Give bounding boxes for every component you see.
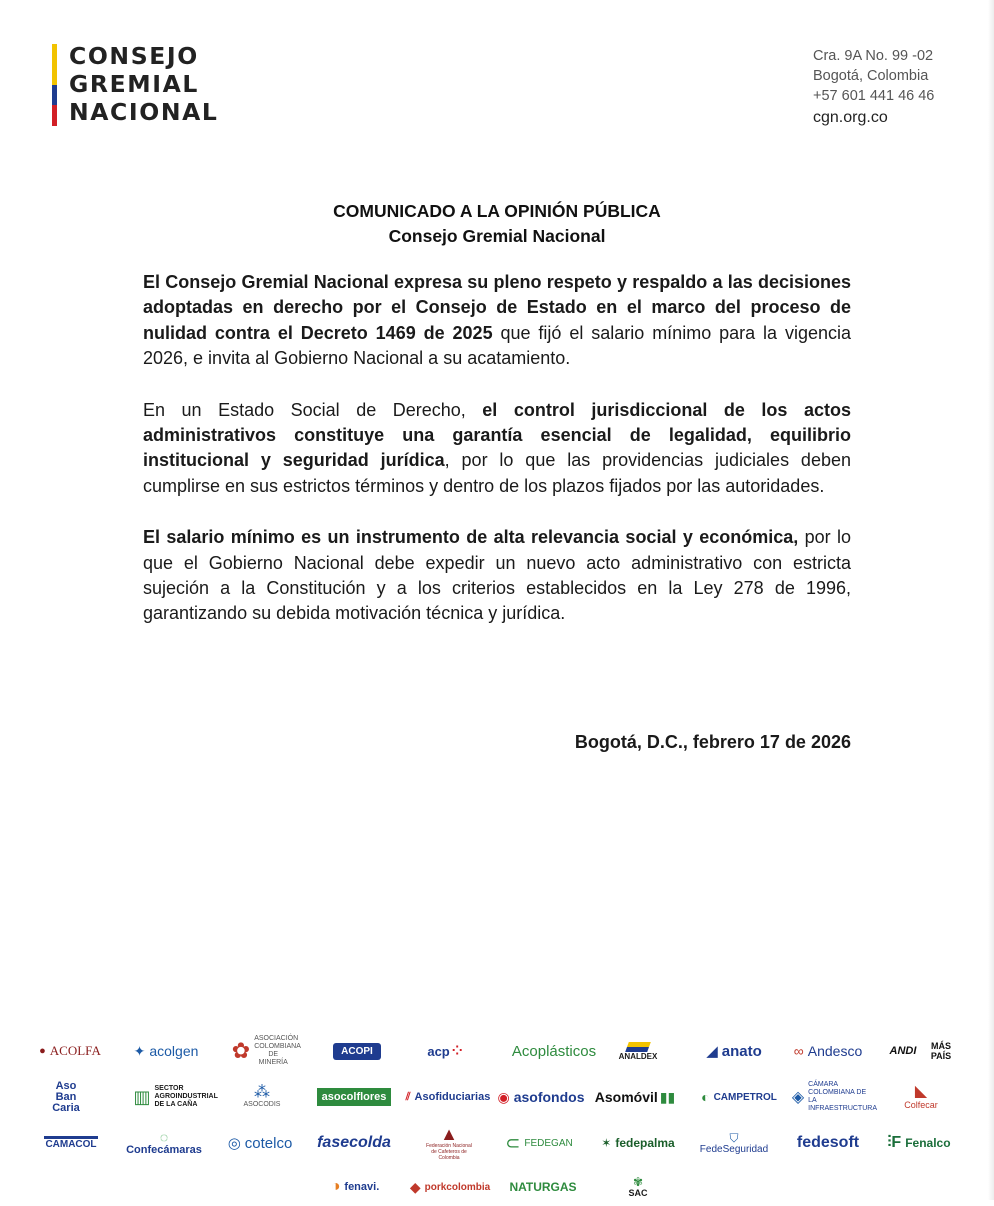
partner-logo — [788, 1124, 868, 1162]
bold-text-run: El Consejo Gremial Nacional expresa su pleno respeto y respaldo a las decisiones adoptadas en derecho por el Consejo de Estado en el marco del proceso de nulidad contra el Decreto 1469 de 2025 — [143, 272, 851, 343]
partner-logo: acp ⁘ — [427, 1043, 463, 1059]
partner-logo — [124, 1124, 204, 1162]
partner-logo-name: Andesco — [807, 1043, 863, 1059]
partner-logo-name: CAMACOL — [45, 1139, 97, 1150]
partner-logo — [40, 1124, 102, 1162]
logo-wordmark — [69, 42, 269, 126]
partner-logo-name: porkcolombia — [424, 1181, 491, 1193]
partner-logo — [236, 1078, 288, 1116]
asocodis-icon: ⁂ — [254, 1084, 270, 1101]
partner-logo-name: Fenalco — [905, 1136, 951, 1150]
partner-logo-name: SECTOR AGROINDUSTRIAL DE LA CAÑA — [154, 1085, 218, 1108]
partner-logo-name: anato — [721, 1042, 762, 1060]
partner-logo-name: SAC — [628, 1188, 648, 1198]
partner-logo-name: fedepalma — [615, 1136, 675, 1150]
document-heading — [0, 199, 994, 249]
partner-logo: ✿ ASOCIACIÓN COLOMBIANA DE MINERÍA — [231, 1035, 301, 1066]
partner-logo-name: FEDEGAN — [524, 1137, 573, 1149]
partner-logo: ◑ fenavi. — [330, 1178, 380, 1195]
page-edge-shadow — [988, 0, 994, 1200]
analdex-flag-icon — [625, 1042, 651, 1052]
partner-logo — [422, 1124, 476, 1162]
logo-line-1: CONSEJO — [69, 42, 199, 70]
fedeseguridad-icon: ⛉ — [729, 1130, 739, 1145]
flag-yellow — [52, 44, 57, 85]
partner-logo: ◐ CAMPETROL — [701, 1089, 777, 1105]
confecamaras-icon: ◌ — [159, 1129, 169, 1145]
partner-logo — [506, 1168, 580, 1206]
partner-logo-name: MÁS PAÍS — [930, 1041, 952, 1061]
contact-website: cgn.org.co — [813, 109, 888, 126]
partner-logo — [620, 1168, 656, 1206]
partner-logo-name: Confecámaras — [126, 1144, 202, 1156]
partner-logo — [494, 1032, 614, 1070]
partner-logo — [924, 1032, 958, 1070]
partner-logo-name: asocolflores — [317, 1088, 392, 1106]
partner-logo-name: ASOCODIS — [243, 1101, 281, 1108]
partner-logo — [884, 1032, 922, 1070]
partner-logo-name: Federación Nacional de Cafeteros de Colombia — [426, 1143, 472, 1161]
body-paragraph — [143, 398, 851, 500]
cafeteros-icon: ▲ — [440, 1124, 458, 1144]
partner-logo: ◆ porkcolombia — [409, 1178, 491, 1195]
partner-logo — [314, 1078, 394, 1116]
contact-block — [813, 46, 988, 128]
partner-logo-name: fasecolda — [317, 1134, 391, 1151]
partner-logo-name: asofondos — [513, 1089, 585, 1105]
partner-logo: ∞ Andesco — [793, 1043, 863, 1059]
partner-logo: ⫽ Asofiduciarias — [405, 1090, 491, 1103]
partner-logo-name: CÁMARA COLOMBIANA DE LA INFRAESTRUCTURA — [808, 1081, 877, 1112]
bold-text-run: el control jurisdiccional de los actos administrativos constituye una garantía esencial de legalidad, equilibrio institucional y seguridad jurídica — [143, 399, 851, 471]
partner-logo-name: Aso Ban Caria — [52, 1079, 80, 1114]
logo-line-2: GREMIAL — [69, 70, 199, 98]
body-paragraph — [143, 270, 851, 372]
flag-bar — [52, 44, 57, 126]
partner-logo-name: ASOCIACIÓN COLOMBIANA DE MINERÍA — [254, 1035, 301, 1066]
logo-row-4 — [24, 1168, 974, 1206]
text-run: que fijó el salario mínimo para la vigencia 2026, e invita al Gobierno Nacional a su acatamiento. — [143, 322, 851, 369]
partner-logos — [24, 1032, 974, 1200]
partner-logo-name: Colfecar — [904, 1100, 938, 1110]
partner-logo-name: ANDI — [889, 1045, 917, 1057]
partner-logo: ◉ asofondos — [497, 1088, 585, 1105]
partner-logo — [896, 1078, 946, 1116]
partner-logo-name: fenavi. — [344, 1181, 380, 1193]
logo-row-1 — [24, 1032, 974, 1070]
partner-logo: ◈ CÁMARA COLOMBIANA DE LA INFRAESTRUCTURA — [791, 1081, 877, 1112]
partner-logo-name: Asomóvil — [594, 1089, 658, 1105]
partner-logo-name: NATURGAS — [509, 1180, 577, 1194]
partner-logo-name: fedesoft — [796, 1134, 860, 1151]
partner-logo-name: cotelco — [244, 1134, 293, 1152]
partner-logo-name: acolgen — [149, 1043, 199, 1059]
partner-logo-name: acp — [427, 1043, 450, 1059]
contact-phone: +57 601 441 46 46 — [813, 88, 935, 104]
logo-line-3: NACIONAL — [69, 98, 219, 126]
text-run: En un Estado Social de Derecho, — [143, 399, 483, 420]
document-title: COMUNICADO A LA OPINIÓN PÚBLICA — [333, 201, 661, 221]
partner-logo: ● ACOLFA — [39, 1043, 101, 1058]
partner-logo — [46, 1078, 86, 1116]
partner-logo — [312, 1124, 396, 1162]
partner-logo: ◎ cotelco — [227, 1134, 293, 1152]
partner-logo — [326, 1032, 388, 1070]
contact-address: Cra. 9A No. 99 -02 — [813, 48, 934, 64]
logo-row-3 — [24, 1124, 974, 1162]
partner-logo: ⊂ FEDEGAN — [505, 1132, 573, 1153]
partner-logo — [694, 1124, 774, 1162]
date-line: Bogotá, D.C., febrero 17 de 2026 — [574, 732, 851, 752]
partner-logo-name: Asofiduciarias — [414, 1091, 491, 1103]
partner-logo — [612, 1032, 664, 1070]
document-subtitle: Consejo Gremial Nacional — [388, 226, 606, 246]
document-body — [143, 270, 851, 653]
contact-city: Bogotá, Colombia — [813, 68, 929, 84]
partner-logo: ⫶F Fenalco — [887, 1134, 951, 1151]
partner-logo-name: Acoplásticos — [511, 1042, 597, 1060]
partner-logo-name: ANALDEX — [618, 1051, 658, 1061]
partner-logo: ✦ acolgen — [133, 1042, 199, 1059]
partner-logo: ◢ anato — [706, 1042, 762, 1060]
logo-row-2 — [24, 1078, 974, 1116]
partner-logo: ✶ fedepalma — [601, 1136, 675, 1150]
colfecar-icon: ◣ — [914, 1083, 928, 1100]
text-run: , por lo que las providencias judiciales deben cumplirse en sus estrictos términos y dentro de los plazos fijados por las autoridades. — [143, 450, 851, 496]
flag-red — [52, 105, 57, 126]
flag-blue — [52, 85, 57, 105]
partner-logo: ▥ SECTOR AGROINDUSTRIAL DE LA CAÑA — [133, 1085, 218, 1108]
partner-logo-name: ACOPI — [333, 1043, 381, 1060]
bold-text-run: El salario mínimo es un instrumento de alta relevancia social y económica, — [143, 527, 799, 548]
partner-logo-name: FedeSeguridad — [699, 1143, 769, 1155]
partner-logo-name: CAMPETROL — [713, 1091, 777, 1103]
text-run: por lo que el Gobierno Nacional debe expedir un nuevo acto administrativo con estricta sujeción a la Constitución y a los criterios establecidos en la Ley 278 de 1996, garantizando su debida motivación técnica y jurídica. — [143, 527, 852, 624]
body-paragraph — [143, 525, 851, 627]
partner-logo-name: ACOLFA — [49, 1043, 101, 1058]
partner-logo: Asomóvil ▮▮ — [594, 1088, 676, 1105]
sac-icon: ✾ — [632, 1175, 644, 1189]
